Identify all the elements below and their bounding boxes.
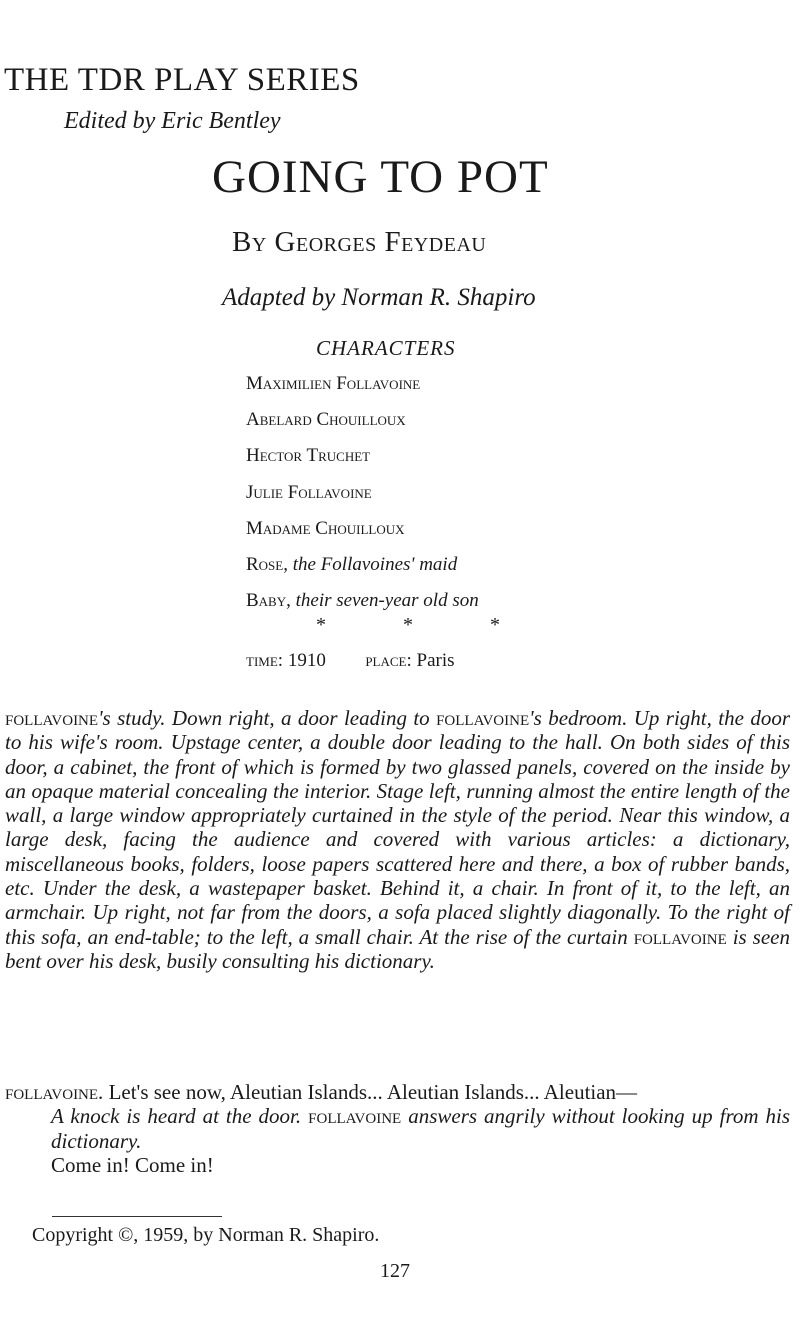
time-place-line	[246, 650, 455, 672]
time-label: time:	[246, 650, 284, 671]
place-value: Paris	[416, 650, 455, 671]
character-item	[246, 481, 479, 517]
series-editor: Edited by Eric Bentley	[64, 108, 281, 134]
copyright-notice: Copyright ©, 1959, by Norman R. Shapiro.	[32, 1224, 380, 1246]
character-item	[246, 408, 479, 444]
dialogue-block	[5, 1080, 790, 1177]
direction-text: answers angrily without looking up from his dictionary.	[51, 1104, 791, 1153]
speech-text: Let's see now, Aleutian Islands... Aleutian Islands... Aleutian—	[108, 1080, 638, 1104]
character-description: their seven-year old son	[295, 590, 479, 612]
character-ref: follavoine	[5, 706, 99, 730]
play-title: GOING TO POT	[212, 151, 549, 203]
character-name: Rose,	[246, 553, 288, 575]
page-number: 127	[380, 1260, 410, 1282]
character-description: the Follavoines' maid	[292, 553, 458, 575]
footnote-rule	[52, 1216, 222, 1217]
inline-direction	[5, 1104, 790, 1153]
character-ref: follavoine	[436, 706, 530, 730]
character-ref: follavoine	[308, 1104, 402, 1129]
character-name: Abelard Chouilloux	[246, 409, 406, 431]
characters-heading: CHARACTERS	[316, 336, 456, 360]
character-list	[246, 372, 479, 625]
character-ref: follavoine	[633, 924, 727, 949]
speaker-name: follavoine.	[5, 1080, 104, 1104]
character-item	[246, 517, 479, 553]
stage-text: 's bedroom. Up right, the door to his wife's room. Upstage center, a double door leading to the hall. On both sides of this door, a cabinet, the front of which is formed by two glassed panels, covered on the inside by an opaque material concealing the interior. Stage left, running almost the entire length of the wall, a large window appropriately curtained in the style of the period. Near this window, a large desk, facing the audience and covered with various articles: a dictionary, miscellaneous books, folders, loose papers scattered here and there, a box of rubber bands, etc. Under the desk, a wastepaper basket. Behind it, a chair. In front of it, to the left, an armchair. Up right, not far from the doors, a sofa placed slightly diagonally. To the right of this sofa, an end-table; to the left, a small chair. At the rise of the curtain	[5, 706, 790, 949]
character-item	[246, 553, 479, 589]
character-item	[246, 444, 479, 480]
time-value: 1910	[287, 650, 326, 671]
speech-line	[5, 1153, 790, 1177]
play-author: By Georges Feydeau	[232, 226, 487, 258]
speech-text: Come in! Come in!	[51, 1152, 214, 1177]
stage-text: 's study. Down right, a door leading to	[98, 706, 437, 730]
character-name: Madame Chouilloux	[246, 517, 405, 539]
place-label: place:	[365, 650, 412, 671]
play-adapter: Adapted by Norman R. Shapiro	[222, 284, 536, 311]
stage-direction	[5, 706, 790, 973]
character-name: Baby,	[246, 590, 291, 612]
character-item	[246, 372, 479, 408]
series-title: THE TDR PLAY SERIES	[4, 62, 360, 98]
section-divider: * * *	[316, 614, 536, 636]
character-name: Julie Follavoine	[246, 481, 372, 503]
character-name: Hector Truchet	[246, 445, 371, 467]
speech-line	[5, 1080, 790, 1104]
character-name: Maximilien Follavoine	[246, 373, 421, 394]
stage-text: is seen bent over his desk, busily consulting his dictionary.	[5, 924, 790, 973]
direction-text: A knock is heard at the door.	[51, 1104, 302, 1129]
